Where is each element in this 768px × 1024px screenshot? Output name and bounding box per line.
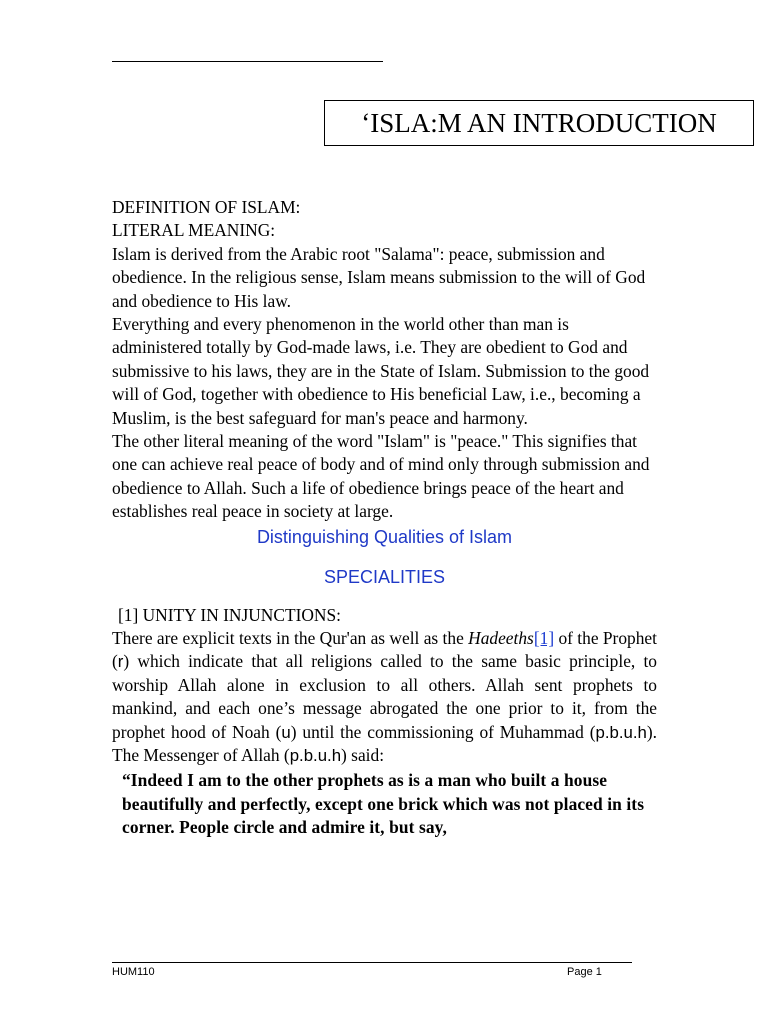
footer-course-code: HUM110 — [112, 966, 155, 978]
honorific-pbuh: p.b.u.h — [289, 745, 342, 765]
honorific-symbol: u — [281, 722, 291, 742]
text-segment: ) which indicate that all religions called to the same basic principle, to worship Allah alone in exclusion to all others. Allah sent prophets to mankind, and each one’s message abrogated the one prior to it, from the prophet hood of Noah ( — [112, 651, 657, 742]
document-body — [112, 196, 657, 840]
paragraph-unity — [112, 627, 657, 767]
heading-unity-in-injunctions: [1] UNITY IN INJUNCTIONS: — [118, 604, 341, 625]
header-rule — [112, 61, 383, 62]
heading-literal-meaning: LITERAL MEANING: — [112, 220, 276, 241]
text-segment: of the Prophet ( — [112, 627, 657, 672]
heading-distinguishing-qualities: Distinguishing Qualities of Islam — [256, 526, 513, 547]
paragraph-phenomenon: Everything and every phenomenon in the world other than man is administered totally by God-made laws, i.e. They are obedient to God and submissive to his laws, they are in the State of Islam. Submission to the good will of God, together with obedience to His beneficial Law, i.e., becoming a Muslim, is the best safeguard for man's peace and harmony. — [112, 314, 650, 428]
text-segment: There are explicit texts in the Qur'an as well as the — [112, 627, 469, 648]
heading-definition: DEFINITION OF ISLAM: — [112, 197, 301, 217]
honorific-pbuh: p.b.u.h — [595, 722, 647, 742]
footer-rule — [112, 962, 632, 963]
text-segment: ) until the commissioning of Muhammad ( — [290, 721, 596, 742]
hadeeths-term: Hadeeths — [468, 627, 534, 648]
honorific-symbol: r — [117, 652, 124, 672]
text-segment: ). The Messenger of Allah ( — [112, 721, 657, 765]
footnote-link[interactable]: [1] — [533, 627, 555, 648]
footer-page-number: Page 1 — [567, 966, 602, 978]
heading-specialities: SPECIALITIES — [323, 567, 446, 588]
hadith-quote: “Indeed I am to the other prophets as is a man who built a house beautifully and perfectly, except one brick which was not placed in its corner. People circle and admire it, but say, — [122, 770, 645, 838]
paragraph-derivation: Islam is derived from the Arabic root "Salama": peace, submission and obedience. In the religious sense, Islam means submission to the will of God and obedience to His law. — [112, 243, 646, 311]
paragraph-peace: The other literal meaning of the word "Islam" is "peace." This signifies that one can achieve real peace of body and of mind only through submission and obedience to Allah. Such a life of obedience brings peace of the heart and establishes real peace in society at large. — [112, 431, 650, 522]
page-title: ‘ISLA:M AN INTRODUCTION — [324, 100, 754, 146]
text-segment: ) said: — [341, 744, 385, 765]
